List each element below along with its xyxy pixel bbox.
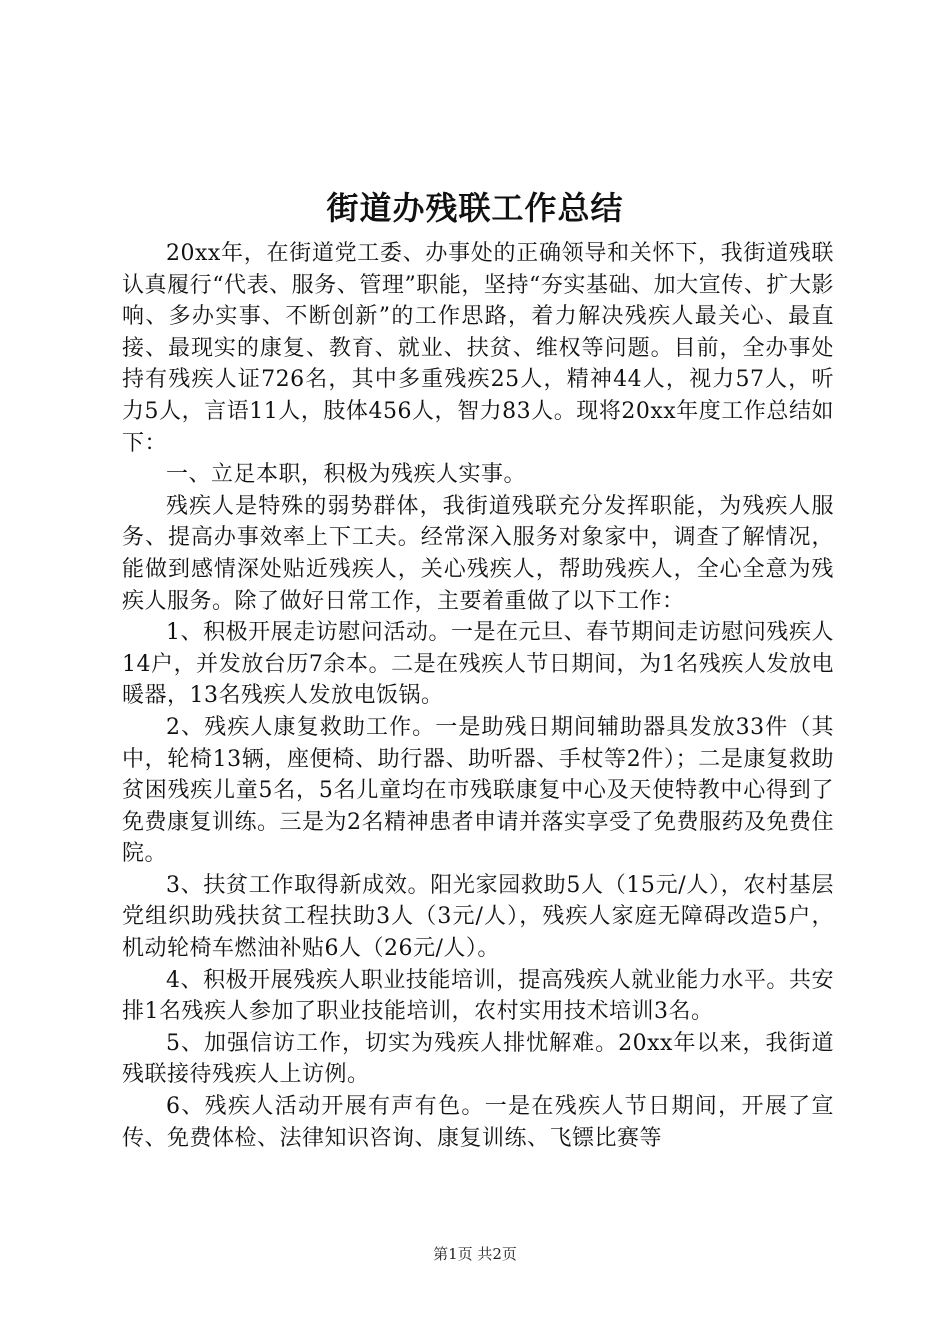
- paragraph-item-2: 2、残疾人康复救助工作。一是助残日期间辅助器具发放33件（其中，轮椅13辆，座便椅、助行器、助听器、手杖等2件）；二是康复救助贫困残疾儿童5名，5名儿童均在市残联康复中心及天使特教中心得到了免费康复训练。三是为2名精神患者申请并落实享受了免费服药及免费住院。: [122, 714, 834, 867]
- paragraph-item-1: 1、积极开展走访慰问活动。一是在元旦、春节期间走访慰问残疾人14户，并发放台历7余本。二是在残疾人节日期间，为1名残疾人发放电暖器，13名残疾人发放电饭锅。: [122, 620, 834, 709]
- page-footer: 第1页 共2页: [433, 1245, 517, 1263]
- document-title: 街道办残联工作总结: [326, 189, 624, 227]
- paragraph-item-5: 5、加强信访工作，切实为残疾人排忧解难。20xx年以来，我街道残联接待残疾人上访例。: [122, 1030, 834, 1088]
- paragraph-section-1-intro: 残疾人是特殊的弱势群体，我街道残联充分发挥职能，为残疾人服务、提高办事效率上下工夫。经常深入服务对象家中，调查了解情况，能做到感情深处贴近残疾人，关心残疾人，帮助残疾人，全心全意为残疾人服务。除了做好日常工作，主要着重做了以下工作：: [122, 493, 834, 614]
- section-heading-1: 一、立足本职，积极为残疾人实事。: [166, 462, 527, 488]
- paragraph-intro: 20xx年，在街道党工委、办事处的正确领导和关怀下，我街道残联认真履行“代表、服务、管理”职能，坚持“夯实基础、加大宣传、扩大影响、多办实事、不断创新”的工作思路，着力解决残疾人最关心、最直接、最现实的康复、教育、就业、扶贫、维权等问题。目前，全办事处持有残疾人证726名，其中多重残疾25人，精神44人，视力57人，听力5人，言语11人，肢体456人，智力83人。现将20xx年度工作总结如下：: [122, 241, 834, 456]
- paragraph-item-4: 4、积极开展残疾人职业技能培训，提高残疾人就业能力水平。共安排1名残疾人参加了职业技能培训，农村实用技术培训3名。: [122, 967, 834, 1025]
- paragraph-item-3: 3、扶贫工作取得新成效。阳光家园救助5人（15元/人），农村基层党组织助残扶贫工程扶助3人（3元/人），残疾人家庭无障碍改造5户，机动轮椅车燃油补贴6人（26元/人）。: [122, 872, 834, 962]
- document-body: [122, 238, 834, 1154]
- paragraph-item-6: 6、残疾人活动开展有声有色。一是在残疾人节日期间，开展了宣传、免费体检、法律知识咨询、康复训练、飞镖比赛等: [122, 1094, 834, 1151]
